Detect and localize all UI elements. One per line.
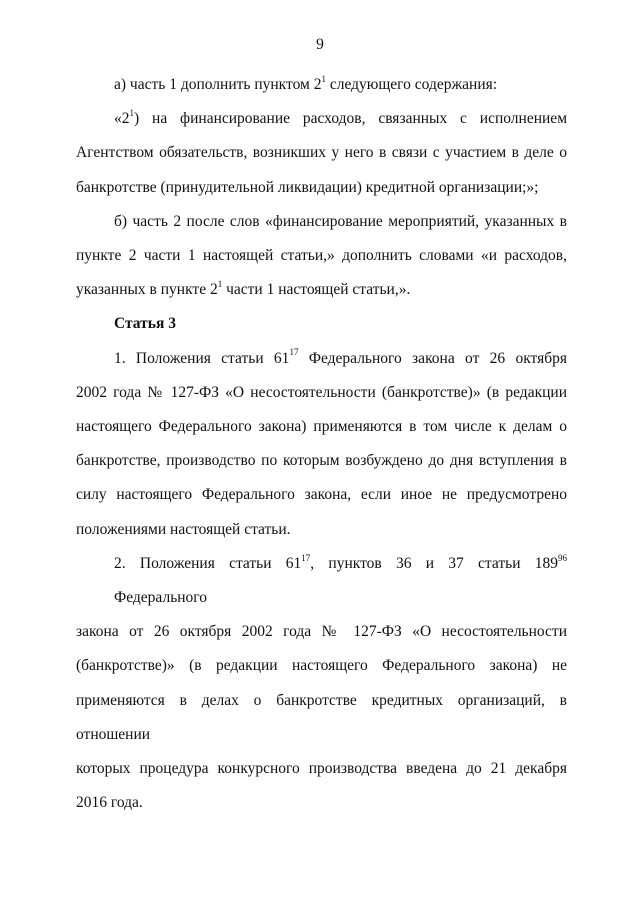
p1-line-3: настоящего Федерального закона) применяются в том числе к делам о [76,418,567,436]
paragraph-b-line-2: пункте 2 части 1 настоящей статьи,» дополнить словами «и расходов, [76,247,567,265]
paragraph-b-line-1: б) часть 2 после слов «финансирование мероприятий, указанных в [114,212,567,230]
text-span: следующего содержания: [325,76,498,93]
p1-line-6: положениями настоящей статьи. [76,520,291,538]
text-span: Федерального закона от 26 октября [298,349,567,367]
paragraph-b [76,205,567,308]
quote-line-1 [76,102,567,136]
paragraph-b-line-3 [76,273,567,307]
document-body [76,68,567,820]
article-paragraph-1 [76,342,567,547]
paragraph-a-line-1 [76,68,567,102]
quote-line-2: Агентством обязательств, возникших у него в связи с участием в деле о [76,144,567,162]
p2-line-4: применяются в делах о банкротстве кредитных организаций, в отношении [76,691,567,743]
superscript: 17 [289,347,299,358]
text-span: а) часть 1 дополнить пунктом 2 [114,76,322,93]
article-title: Статья 3 [114,315,176,333]
p1-line-1 [76,342,567,376]
text-span: 1. Положения статьи 61 [114,349,290,367]
text-span: Федерального [114,589,208,607]
p2-line-2: закона от 26 октября 2002 года № 127-ФЗ «О несостоятельности [76,623,567,641]
p1-line-4: банкротстве, производство по которым возбуждено до дня вступления в [76,452,567,470]
superscript: 96 [558,552,568,563]
superscript: 17 [301,552,311,563]
paragraph-a [76,68,567,102]
p1-line-2: 2002 года № 127-ФЗ «О несостоятельности (банкротстве)» (в редакции [76,383,567,401]
text-span: ) на финансирование расходов, связанных с исполнением [134,110,567,128]
text-span: указанных в пункте 2 [76,281,218,299]
text-span: 2. Положения статьи 61 [114,554,302,572]
text-span: части 1 настоящей статьи,». [222,281,411,299]
p1-line-5: силу настоящего Федерального закона, если иное не предусмотрено [76,486,567,504]
p2-line-3: (банкротстве)» (в редакции настоящего Федерального закона) не [76,657,567,675]
superscript: 1 [321,73,326,84]
text-span: «2 [114,110,130,128]
quote-line-3: банкротстве (принудительной ликвидации) кредитной организации;»; [76,178,539,196]
article-paragraph-2 [76,547,567,821]
superscript: 1 [129,108,134,119]
page-number: 9 [316,36,324,53]
paragraph-quote [76,102,567,205]
text-span: , пунктов 36 и 37 статьи 189 [310,554,559,572]
p2-line-5: которых процедура конкурсного производства введена до 21 декабря [76,760,567,778]
p2-line-1 [76,547,567,615]
superscript: 1 [217,279,223,290]
p2-line-6: 2016 года. [76,794,143,812]
